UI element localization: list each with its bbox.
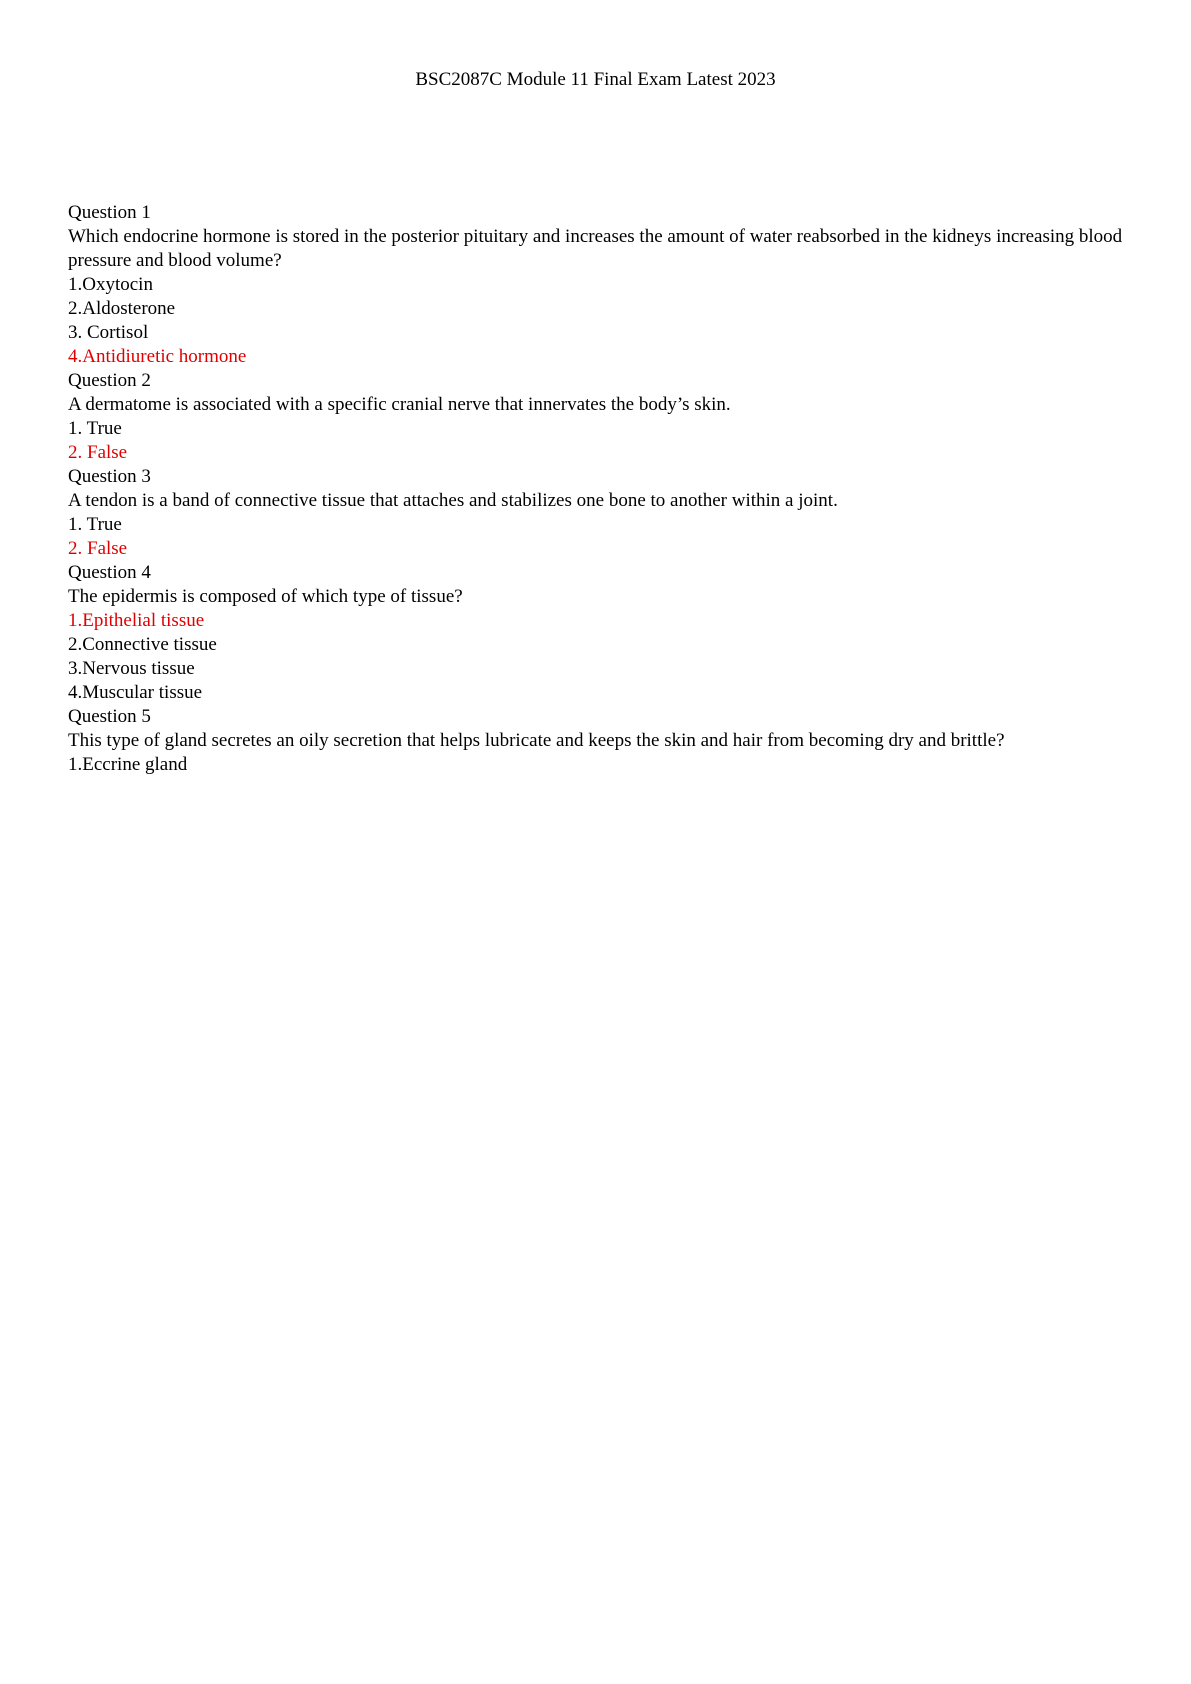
question-label: Question 3: [68, 466, 151, 487]
question-label: Question 5: [68, 706, 151, 727]
question-label: Question 2: [68, 370, 151, 391]
question-block: [68, 369, 1128, 465]
question-text: A dermatome is associated with a specific cranial nerve that innervates the body’s skin.: [68, 394, 731, 415]
option-text: 1. True: [68, 418, 122, 439]
option-text: 2.Aldosterone: [68, 298, 176, 319]
question-text: The epidermis is composed of which type of tissue?: [68, 586, 463, 607]
correct-answer: 2. False: [68, 538, 128, 559]
correct-answer: 4.Antidiuretic hormone: [68, 346, 247, 367]
question-label: Question 1: [68, 202, 151, 223]
question-block: [68, 201, 1128, 369]
question-text: A tendon is a band of connective tissue that attaches and stabilizes one bone to another within a joint.: [68, 490, 838, 511]
option-text: 1.Eccrine gland: [68, 754, 188, 775]
option-text: 3.Nervous tissue: [68, 658, 195, 679]
question-block: [68, 705, 1128, 777]
question-list: [68, 201, 1128, 777]
option-text: 4.Muscular tissue: [68, 682, 203, 703]
question-block: [68, 465, 1128, 561]
question-block: [68, 561, 1128, 705]
option-text: 1. True: [68, 514, 122, 535]
question-text: Which endocrine hormone is stored in the posterior pituitary and increases the amount of water reabsorbed in the kidneys increasing blood pressure and blood volume?: [68, 226, 1127, 271]
page-title: BSC2087C Module 11 Final Exam Latest 2023: [415, 69, 776, 90]
correct-answer: 1.Epithelial tissue: [68, 610, 205, 631]
question-text: This type of gland secretes an oily secretion that helps lubricate and keeps the skin and hair from becoming dry and brittle?: [68, 730, 1005, 751]
question-label: Question 4: [68, 562, 151, 583]
option-text: 2.Connective tissue: [68, 634, 217, 655]
correct-answer: 2. False: [68, 442, 128, 463]
option-text: 1.Oxytocin: [68, 274, 153, 295]
option-text: 3. Cortisol: [68, 322, 149, 343]
